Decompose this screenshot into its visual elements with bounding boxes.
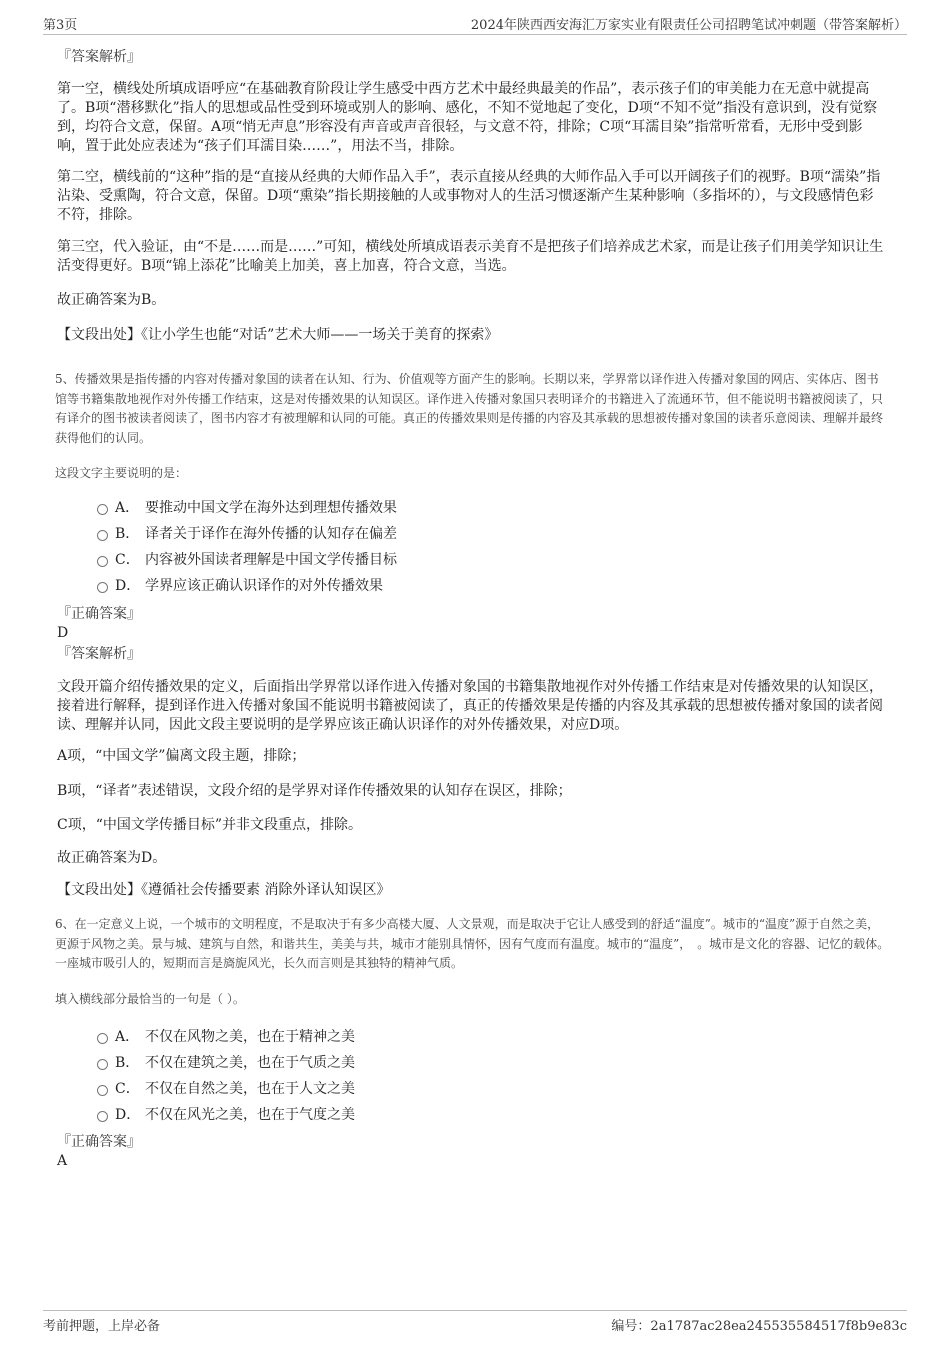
document-title: 2024年陕西西安海汇万家实业有限责任公司招聘笔试冲刺题（带答案解析） <box>470 18 907 33</box>
q4-analysis-p1: 第一空，横线处所填成语呼应“在基础教育阶段让学生感受中西方艺术中最经典最美的作品”，表示孩子们的审美能力在无意中就提高了。B项“潜移默化”指人的思想或品性受到环境或别人的影响、感化，不知不觉地起了变化，D项“不知不觉”指没有意识到，没有觉察到，均符合文意，保留。A项“悄无声息”形容没有声音或声音很轻，与文意不符，排除；C项“耳濡目染”指常听常看，无形中受到影响，置于此处应表述为“孩子们耳濡目染……”，用法不当，排除。 <box>57 81 878 154</box>
radio-icon[interactable] <box>97 556 108 567</box>
q5-option-c[interactable]: C． 内容被外国读者理解是中国文学传播目标 <box>97 546 397 572</box>
q5-options <box>97 494 397 598</box>
radio-icon[interactable] <box>97 530 108 541</box>
q5-a-note: A项，“中国文学”偏离文段主题，排除； <box>57 748 306 764</box>
q5-prompt: 这段文字主要说明的是： <box>55 466 188 480</box>
page-number: 第3页 <box>43 18 78 33</box>
footer-serial: 编号：2a1787ac28ea245535584517f8b9e83c <box>611 1319 907 1334</box>
q5-option-b[interactable]: B． 译者关于译作在海外传播的认知存在偏差 <box>97 520 397 546</box>
q6-answer-label: 『正确答案』 <box>57 1134 141 1150</box>
footer-slogan: 考前押题，上岸必备 <box>43 1319 161 1334</box>
q5-analysis-label: 『答案解析』 <box>57 646 141 662</box>
q4-analysis-p3: 第三空，代入验证，由“不是……而是……”可知，横线处所填成语表示美育不是把孩子们培养成艺术家，而是让孩子们用美学知识让生活变得更好。B项“锦上添花”比喻美上加美，喜上加喜，符合文意，当选。 <box>57 239 884 274</box>
radio-icon[interactable] <box>97 1111 108 1122</box>
q5-option-d[interactable]: D． 学界应该正确认识译作的对外传播效果 <box>97 572 397 598</box>
radio-icon[interactable] <box>97 1085 108 1096</box>
q4-analysis-p2: 第二空，横线前的“这种”指的是“直接从经典的大师作品入手”，表示直接从经典的大师作品入手可以开阔孩子们的视野。B项“濡染”指沾染、受熏陶，符合文意，保留。D项“熏染”指长期接触的人或事物对人的生活习惯逐渐产生某种影响（多指坏的），与文段感情色彩不符，排除。 <box>57 169 881 223</box>
q5-c-note: C项，“中国文学传播目标”并非文段重点，排除。 <box>57 817 363 833</box>
q6-option-a[interactable]: A． 不仅在风物之美，也在于精神之美 <box>97 1023 355 1049</box>
page-header <box>43 14 907 35</box>
q5-option-a[interactable]: A． 要推动中国文学在海外达到理想传播效果 <box>97 494 397 520</box>
q6-stem: 6、在一定意义上说，一个城市的文明程度，不是取决于有多少高楼大厦、人文景观，而是取决于它让人感受到的舒适“温度”。城市的“温度”源于自然之美，更源于风物之美。景与城、建筑与自然，和谐共生，美美与共，城市才能别具情怀，因有气度而有温度。城市的“温度”， 。城市是文化的容器、记忆的载体。一座城市吸引人的，短期而言是旖旎风光，长久而言则是其独特的精神气质。 <box>55 917 890 970</box>
radio-icon[interactable] <box>97 1033 108 1044</box>
q4-analysis-label: 『答案解析』 <box>57 49 141 65</box>
q6-option-c[interactable]: C． 不仅在自然之美，也在于人文之美 <box>97 1075 355 1101</box>
q5-answer: D <box>57 625 69 641</box>
q5-conclusion: 故正确答案为D。 <box>57 850 167 866</box>
q5-b-note: B项，“译者”表述错误，文段介绍的是学界对译作传播效果的认知存在误区，排除； <box>57 783 572 799</box>
q5-analysis-p1: 文段开篇介绍传播效果的定义，后面指出学界常以译作进入传播对象国的书籍集散地视作对外传播工作结束是对传播效果的认知误区，接着进行解释，提到译作进入传播对象国不能说明书籍被阅读了，真正的传播效果是传播的内容及其承载的思想被传播对象国的读者阅读、理解并认同，因此文段主要说明的是学界应该正确认识译作的对外传播效果，对应D项。 <box>57 679 883 733</box>
q6-options <box>97 1023 355 1127</box>
q5-source: 【文段出处】《遵循社会传播要素 消除外译认知误区》 <box>57 882 391 898</box>
radio-icon[interactable] <box>97 582 108 593</box>
radio-icon[interactable] <box>97 504 108 515</box>
q6-answer: A <box>57 1153 68 1169</box>
q4-conclusion: 故正确答案为B。 <box>57 292 166 308</box>
q5-stem: 5、传播效果是指传播的内容对传播对象国的读者在认知、行为、价值观等方面产生的影响。长期以来，学界常以译作进入传播对象国的网店、实体店、图书馆等书籍集散地视作对外传播工作结束，这是对传播效果的认知误区。译作进入传播对象国只表明译介的书籍进入了流通环节，但不能说明书籍被阅读了，只有译介的图书被读者阅读了，图书内容才有被理解和认同的可能。真正的传播效果则是传播的内容及其承载的思想被传播对象国的读者乐意阅读、理解并最终获得他们的认同。 <box>55 372 884 445</box>
q5-answer-label: 『正确答案』 <box>57 606 141 622</box>
q6-option-b[interactable]: B． 不仅在建筑之美，也在于气质之美 <box>97 1049 355 1075</box>
radio-icon[interactable] <box>97 1059 108 1070</box>
q4-source: 【文段出处】《让小学生也能“对话”艺术大师——一场关于美育的探索》 <box>57 327 499 343</box>
q6-option-d[interactable]: D． 不仅在风光之美，也在于气度之美 <box>97 1101 355 1127</box>
q6-prompt: 填入横线部分最恰当的一句是（ ）。 <box>55 992 245 1006</box>
page-footer <box>43 1310 907 1335</box>
